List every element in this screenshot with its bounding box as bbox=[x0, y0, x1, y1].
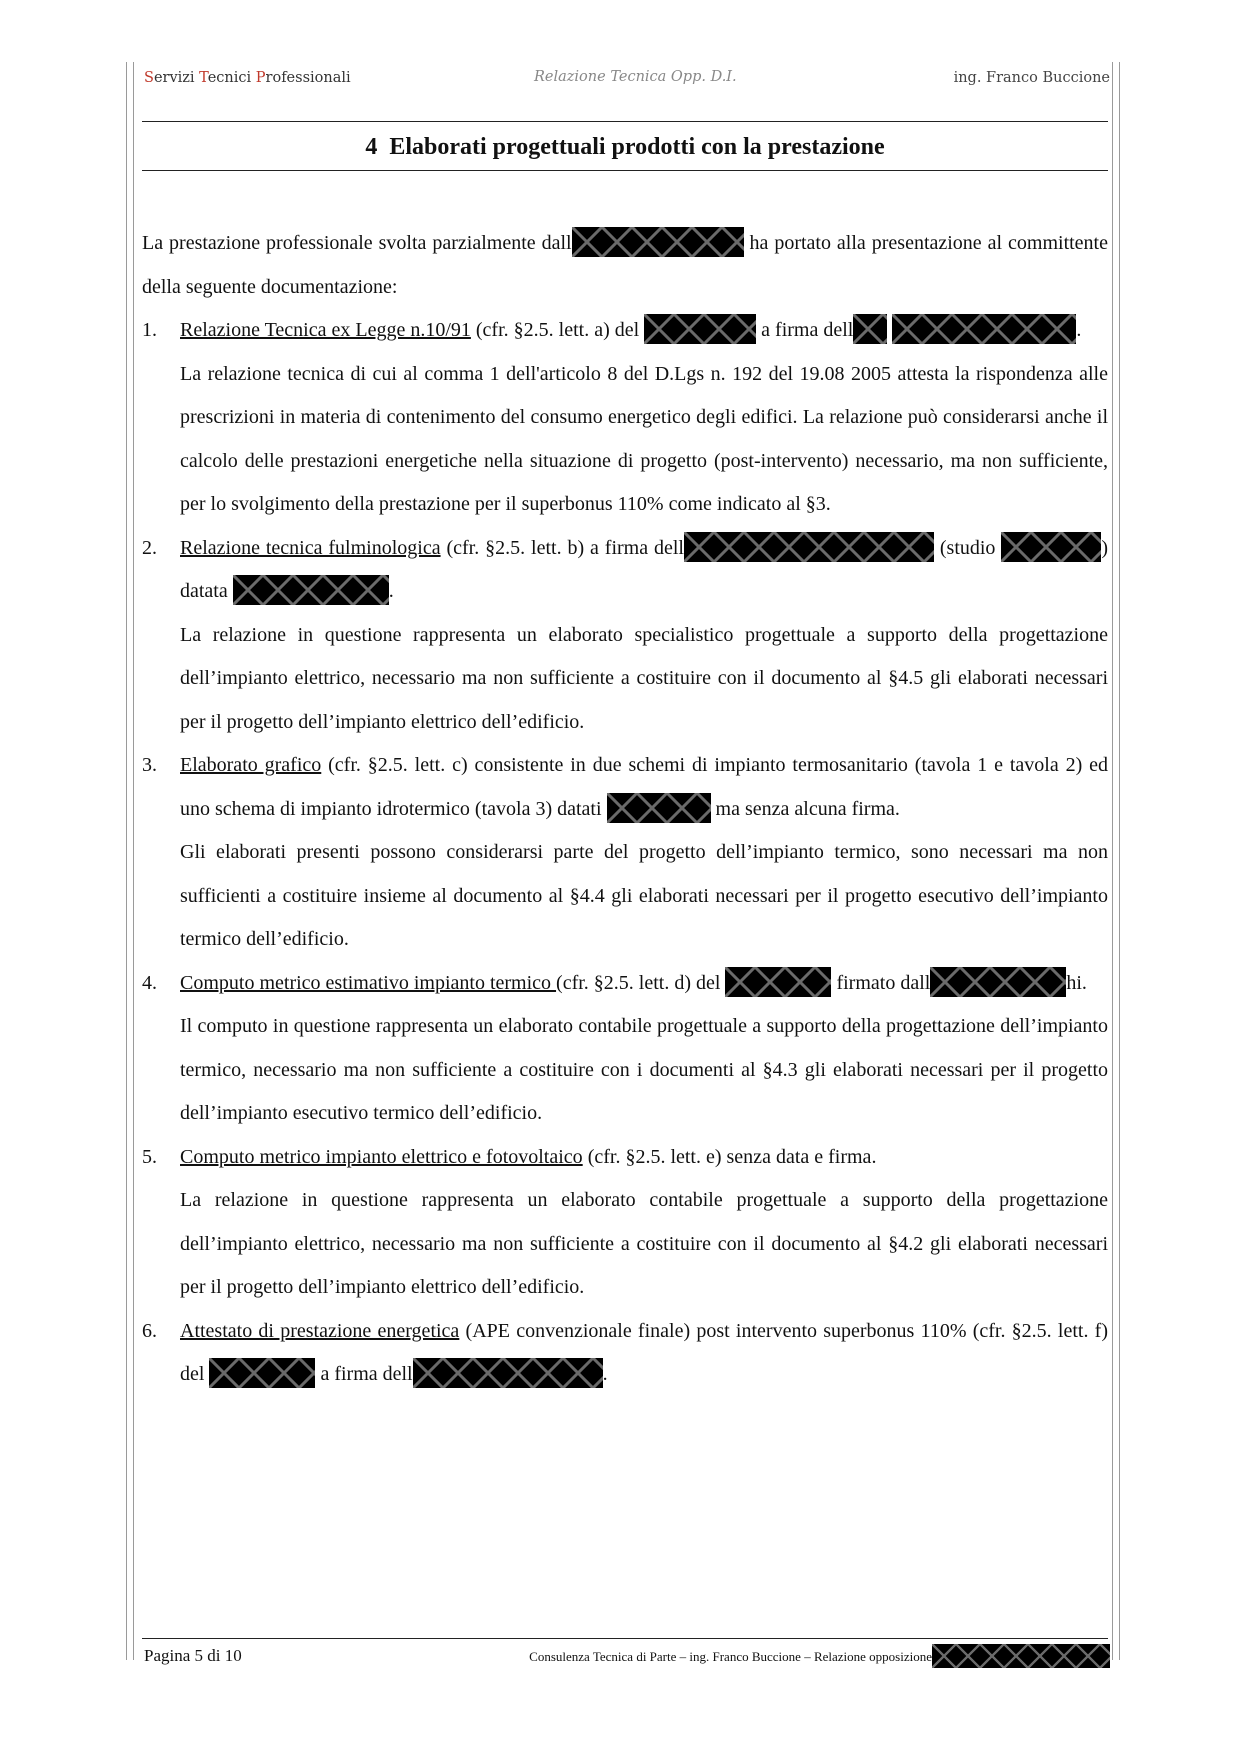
list-item: 3. Elaborato grafico (cfr. §2.5. lett. c) consistente in due schemi di impianto termosanitario (tavola 1 e tavola 2) ed uno schema di impianto idrotermico (tavola 3) datati ma senza alcuna firma. Gli elaborati presenti possono considerarsi parte del progetto dell’impianto termico, sono necessari ma non sufficienti a costituire insieme al documento al §4.4 gli elaborati necessari per il progetto esecutivo dell’impianto termico dell’edificio. bbox=[142, 744, 1108, 962]
document-list bbox=[142, 309, 1108, 1397]
item-description: La relazione tecnica di cui al comma 1 dell'articolo 8 del D.Lgs n. 192 del 19.08 2005 attesta la rispondenza alle prescrizioni in materia di contenimento del consumo energetico degli edifici. La relazione può considerarsi anche il calcolo delle prestazioni energetiche nella situazione di progetto (post-intervento) necessario, ma non sufficiente, per lo svolgimento della prestazione per il superbonus 110% come indicato al §3. bbox=[180, 362, 1108, 515]
intro-paragraph: La prestazione professionale svolta parzialmente dall ha portato alla presentazione al committente della seguente documentazione: bbox=[142, 222, 1108, 309]
redaction bbox=[853, 314, 887, 344]
list-item: 4. Computo metrico estimativo impianto termico (cfr. §2.5. lett. d) del firmato dall hi. Il computo in questione rappresenta un elaborato contabile progettuale a supporto della progettazione dell’impianto termico, necessario ma non sufficiente a costituire con i documenti al §4.3 gli elaborati necessari per il progetto dell’impianto esecutivo termico dell’edificio. bbox=[142, 962, 1108, 1136]
page-frame-right-inner bbox=[1112, 62, 1113, 1660]
redaction bbox=[930, 967, 1066, 997]
list-item: 6. Attestato di prestazione energetica (APE convenzionale finale) post intervento superbonus 110% (cfr. §2.5. lett. f) del a firma dell . bbox=[142, 1310, 1108, 1397]
page-frame-right-outer bbox=[1119, 62, 1120, 1660]
section-title-text: Elaborati progettuali prodotti con la prestazione bbox=[389, 134, 885, 160]
item-title: Computo metrico impianto elettrico e fotovoltaico bbox=[180, 1145, 583, 1168]
item-title: Relazione tecnica fulminologica bbox=[180, 536, 441, 559]
redaction bbox=[644, 314, 756, 344]
list-item: 2. Relazione tecnica fulminologica (cfr. §2.5. lett. b) a firma dell (studio ) datata . La relazione in questione rappresenta un elaborato specialistico progettuale a supporto della progettazione dell’impianto elettrico, necessario ma non sufficiente a costituire con il documento al §4.5 gli elaborati necessari per il progetto dell’impianto elettrico dell’edificio. bbox=[142, 527, 1108, 745]
redaction bbox=[892, 314, 1076, 344]
footer-rule bbox=[142, 1638, 1108, 1639]
page-frame-left-outer bbox=[126, 62, 127, 1660]
item-description: La relazione in questione rappresenta un elaborato contabile progettuale a supporto della progettazione dell’impianto elettrico, necessario ma non sufficiente a costituire con il documento al §4.2 gli elaborati necessari per il progetto dell’impianto elettrico dell’edificio. bbox=[180, 1189, 1108, 1298]
list-item: 1. Relazione Tecnica ex Legge n.10/91 (cfr. §2.5. lett. a) del a firma dell . La relazione tecnica di cui al comma 1 dell'articolo 8 del D.Lgs n. 192 del 19.08 2005 attesta la rispondenza alle prescrizioni in materia di contenimento del consumo energetico degli edifici. La relazione può considerarsi anche il calcolo delle prestazioni energetiche nella situazione di progetto (post-intervento) necessario, ma non sufficiente, per lo svolgimento della prestazione per il superbonus 110% come indicato al §3. bbox=[142, 309, 1108, 527]
section-number: 4 bbox=[365, 134, 378, 160]
header-right: ing. Franco Buccione bbox=[953, 70, 1110, 86]
redaction bbox=[233, 575, 389, 605]
page-number: Pagina 5 di 10 bbox=[144, 1646, 242, 1665]
item-description: Il computo in questione rappresenta un elaborato contabile progettuale a supporto della progettazione dell’impianto termico, necessario ma non sufficiente a costituire con i documenti al §4.3 gli elaborati necessari per il progetto dell’impianto esecutivo termico dell’edificio. bbox=[180, 1015, 1108, 1124]
page-frame-left-inner bbox=[133, 62, 134, 1660]
redaction bbox=[572, 227, 744, 257]
section-title bbox=[142, 130, 1108, 164]
redaction bbox=[1001, 532, 1101, 562]
title-rule-top bbox=[142, 121, 1108, 122]
item-description: Gli elaborati presenti possono considerarsi parte del progetto dell’impianto termico, sono necessari ma non sufficienti a costituire insieme al documento al §4.4 gli elaborati necessari per il progetto esecutivo dell’impianto termico dell’edificio. bbox=[180, 841, 1108, 950]
item-title: Relazione Tecnica ex Legge n.10/91 bbox=[180, 319, 471, 341]
redaction bbox=[209, 1358, 315, 1388]
document-body bbox=[142, 222, 1108, 1397]
header-center: Relazione Tecnica Opp. D.I. bbox=[534, 69, 737, 85]
redaction bbox=[607, 793, 711, 823]
redaction bbox=[725, 967, 831, 997]
footer-right: Consulenza Tecnica di Parte – ing. Franco Buccione – Relazione opposizione bbox=[529, 1648, 1110, 1668]
page-header bbox=[144, 70, 1110, 94]
item-description: La relazione in questione rappresenta un elaborato specialistico progettuale a supporto della progettazione dell’impianto elettrico, necessario ma non sufficiente a costituire con il documento al §4.5 gli elaborati necessari per il progetto dell’impianto elettrico dell’edificio. bbox=[180, 623, 1108, 733]
redaction bbox=[932, 1644, 1110, 1668]
redaction bbox=[413, 1358, 603, 1388]
header-left: Servizi Tecnici Professionali bbox=[144, 70, 351, 86]
redaction bbox=[684, 532, 934, 562]
list-item: 5. Computo metrico impianto elettrico e fotovoltaico (cfr. §2.5. lett. e) senza data e firma. La relazione in questione rappresenta un elaborato contabile progettuale a supporto della progettazione dell’impianto elettrico, necessario ma non sufficiente a costituire con il documento al §4.2 gli elaborati necessari per il progetto dell’impianto elettrico dell’edificio. bbox=[142, 1136, 1108, 1310]
item-title: Computo metrico estimativo impianto termico bbox=[180, 971, 557, 994]
title-rule-bottom bbox=[142, 170, 1108, 171]
page-footer bbox=[144, 1646, 1110, 1674]
item-title: Attestato di prestazione energetica bbox=[180, 1319, 460, 1342]
item-title: Elaborato grafico bbox=[180, 754, 322, 776]
